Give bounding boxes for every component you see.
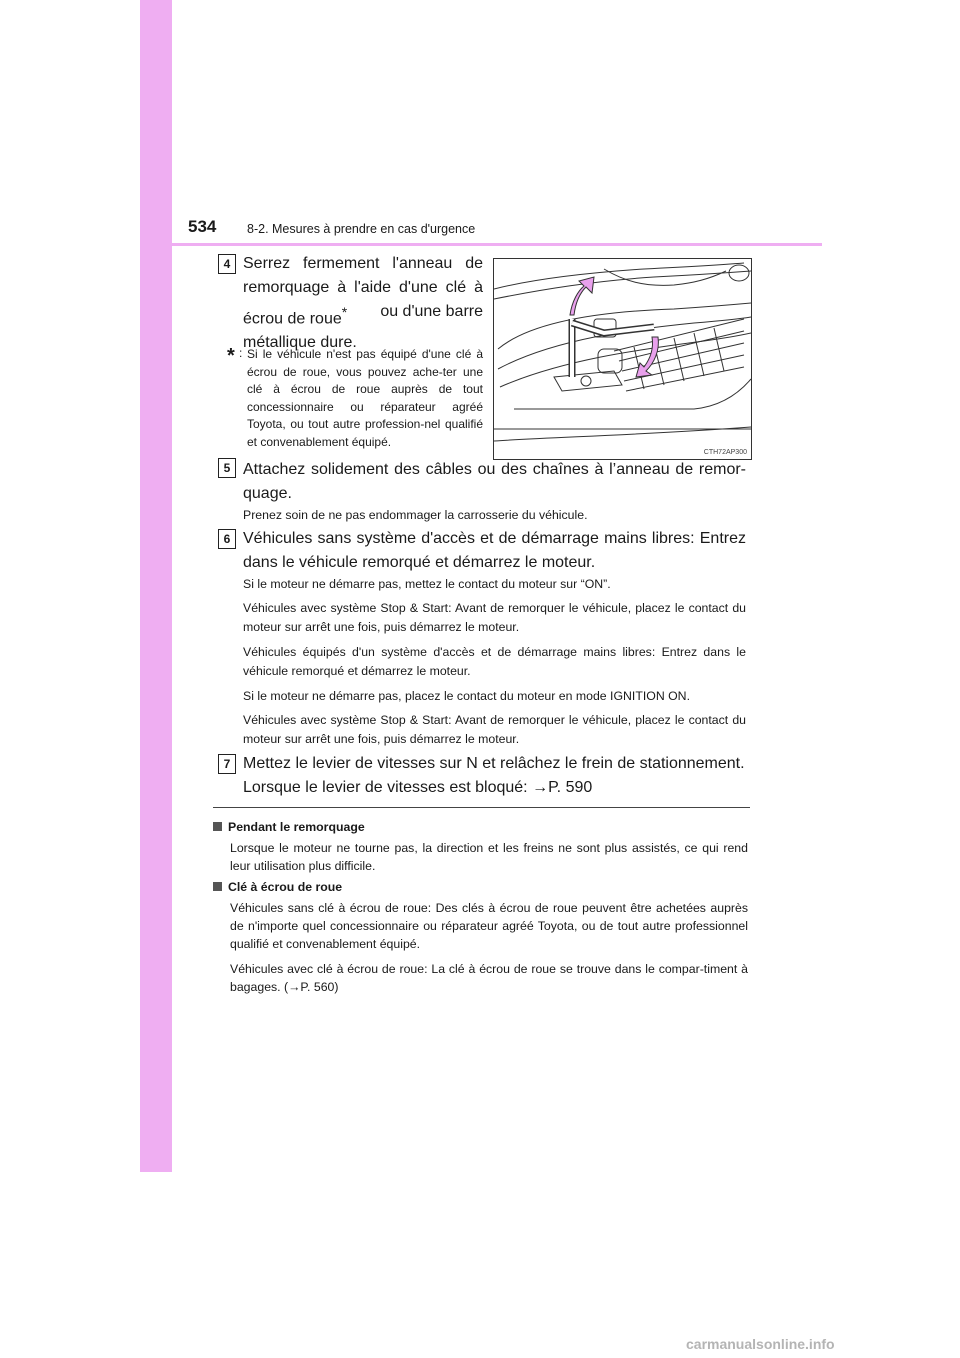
step-5-note-1: Prenez soin de ne pas endommager la carrosserie du véhicule. (243, 508, 588, 522)
step-4-line-3b: ou d'une barre (380, 303, 483, 320)
footnote-colon: : (239, 346, 243, 360)
step-4-line-3 (243, 300, 483, 331)
side-tab-bar (140, 0, 172, 1172)
step-6-note-4: Si le moteur ne démarre pas, placez le contact du moteur en mode IGNITION ON. (243, 689, 690, 703)
header-rule (172, 243, 822, 246)
step-number-7: 7 (218, 754, 236, 774)
bullet-text-wrench-1: Véhicules sans clé à écrou de roue: Des clés à écrou de roue peuvent être achetées auprès de n'importe quel concessionnaire ou réparateur agréé Toyota, ou de tout autre professionnel qualifié et convenablement équipé. (230, 901, 748, 951)
step-7-subline (243, 776, 746, 800)
step-4-line-4: métallique dure. (243, 334, 357, 352)
step-number-6: 6 (218, 529, 236, 549)
footnote-star: * (341, 304, 348, 320)
bullet-heading-wrench: Clé à écrou de roue (213, 880, 342, 894)
page-reference-590[interactable]: P. 590 (548, 779, 593, 796)
bullet-text-wrench-2: Véhicules avec clé à écrou de roue: La clé à écrou de roue se trouve dans le compar-timent à bagages. (→P. 560) (230, 962, 748, 994)
step-4-line-2: remorquage à l'aide d'une clé à (243, 279, 483, 296)
footnote-marker: * (227, 345, 235, 367)
step-6-note-2: Véhicules avec système Stop & Start: Avant de remorquer le véhicule, placez le contact du moteur sur arrêt une fois, puis démarrez le moteur. (243, 601, 746, 634)
bullet-text-towing: Lorsque le moteur ne tourne pas, la direction et les freins ne sont plus assistés, ce qui rend leur utilisation plus difficile. (230, 841, 748, 873)
step-5-title: Attachez solidement des câbles ou des chaînes à l’anneau de remor-quage. (243, 461, 746, 502)
step-4-line-1: Serrez fermement l'anneau de (243, 255, 483, 272)
step-6-note-3: Véhicules équipés d'un système d'accès et de démarrage mains libres: Entrez dans le véhicule remorqué et démarrez le moteur. (243, 645, 746, 678)
step-6-note-5: Véhicules avec système Stop & Start: Avant de remorquer le véhicule, placez le contact du moteur sur arrêt une fois, puis démarrez le moteur. (243, 713, 746, 746)
step-4-line-3a: écrou de roue (243, 310, 342, 328)
bullet-square-icon (213, 822, 222, 831)
towing-eye-illustration (493, 258, 752, 460)
figure-label: CTH72AP300 (703, 449, 747, 456)
arrow-icon: → (532, 779, 549, 796)
watermark: carmanualsonline.info (686, 1336, 835, 1352)
step-4-text (243, 252, 483, 355)
bullet-square-icon (213, 882, 222, 891)
page-number: 534 (188, 217, 217, 236)
car-bumper-illustration (494, 259, 751, 459)
section-title: 8-2. Mesures à prendre en cas d'urgence (247, 222, 476, 236)
step-7-prefix: Lorsque le levier de vitesses est bloqué: (243, 779, 528, 796)
step-7-title: Mettez le levier de vitesses sur N et relâchez le frein de stationnement. (243, 755, 745, 772)
step-number-4: 4 (218, 254, 236, 274)
step-number-5: 5 (218, 458, 236, 478)
bullet-heading-towing: Pendant le remorquage (213, 820, 365, 834)
step-6-title: Véhicules sans système d'accès et de démarrage mains libres: Entrez dans le véhicule remorqué et démarrez le moteur. (243, 530, 746, 571)
footnote-text: Si le véhicule n'est pas équipé d'une clé à écrou de roue, vous pouvez ache-ter une clé à écrou de roue auprès de tout concessionnaire ou réparateur agréé Toyota, ou tout autre profession-nel qualifié et convenablement équipé. (247, 347, 483, 449)
section-separator (213, 807, 750, 808)
step-6-note-1: Si le moteur ne démarre pas, mettez le contact du moteur sur “ON”. (243, 577, 611, 591)
